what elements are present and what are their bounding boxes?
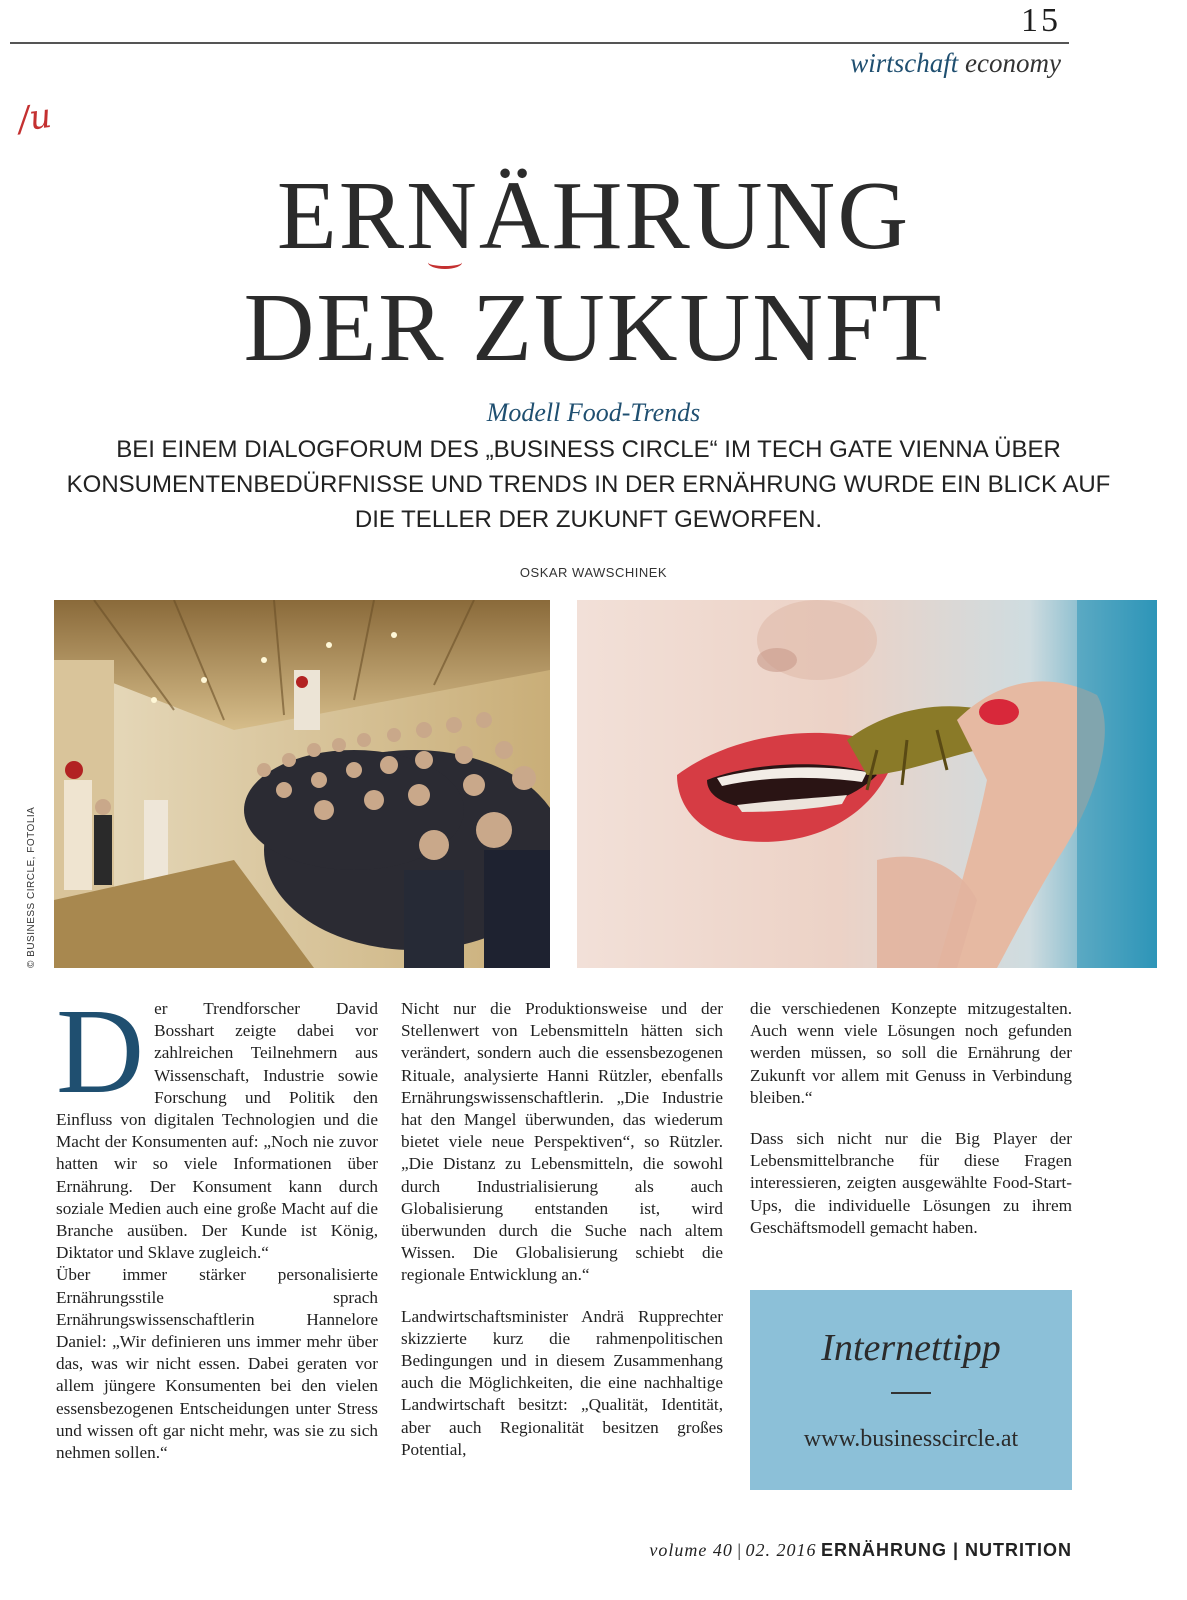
col2-paragraph-2: Landwirtschaftsminister Andrä Rupprechter skizzierte kurz die rahmenpolitischen Bedingungen und in diesem Zusammenhang auch die Möglichkeiten, die eine nachhaltige Landwirtschaft besitzt: „Qualität, Identität, aber auch Regionalität besitzen großes Potential, <box>401 1306 723 1459</box>
dropcap: D <box>56 984 145 1119</box>
conference-photo <box>54 600 550 968</box>
red-underline-mark <box>428 256 462 269</box>
col3-paragraph-1: die verschiedenen Konzepte mitzugestalten. Auch wenn viele Lösungen noch gefunden werden müssen, so soll die Ernährung der Zukunft vor allem mit Genuss in Verbindung bleiben.“ <box>750 999 1072 1107</box>
tip-divider <box>891 1392 931 1394</box>
section-label-de: wirtschaft <box>850 48 959 78</box>
footer-volume: volume 40 <box>649 1540 733 1560</box>
article-column-2 <box>401 998 723 1480</box>
footer-issue: 02. 2016 <box>745 1540 817 1560</box>
page-number: 15 <box>1021 2 1061 39</box>
headline-line-2: DER ZUKUNFT <box>243 274 944 382</box>
col1-paragraph-2: Über immer stärker personalisierte Ernährungsstile sprach Ernährungswissenschaftlerin Hannelore Daniel: „Wir definieren uns immer mehr über das, was wir nicht essen. Dabei geraten vor allem jüngere Konsumenten bei den vielen essensbezogenen Entscheidungen unter Stress und wissen oft gar nicht mehr, was sie zu sich nehmen sollen.“ <box>56 1265 378 1463</box>
handwritten-mark: /u <box>15 95 54 141</box>
kicker: Modell Food-Trends <box>486 398 701 427</box>
conference-photo-image <box>54 600 550 968</box>
col2-paragraph-1: Nicht nur die Produktionsweise und der Stellenwert von Lebensmitteln hätten sich verändert, sondern auch die essensbezogenen Rituale, analysierte Hanni Rützler, ebenfalls Ernährungswissenschaftlerin. „Die Industrie hat den Mangel überwunden, das wiederum bietet viele neue Perspektiven“, so Rützler. „Die Distanz zu Lebensmitteln, die sowohl durch Industrialisierung als auch Globalisierung entstanden ist, wird überwunden durch die Suche nach altem Wissen. Die Globalisierung schiebt die regionale Entwicklung an.“ <box>401 999 723 1285</box>
footer-magazine: ERNÄHRUNG | NUTRITION <box>820 1540 1072 1560</box>
footer <box>649 1540 1072 1561</box>
headline <box>60 160 1127 384</box>
cricket-photo <box>577 600 1157 968</box>
col1-paragraph-1: er Trendforscher David Bosshart zeigte dabei vor zahlreichen Teilnehmern aus Wissenschaft, Industrie sowie Forschung und Politik den Einfluss von digitalen Technologien und die Macht der Konsumenten auf: „Noch nie zuvor hatten wir so viele Informationen über Ernährung. Der Konsument kann durch soziale Medien auch eine große Macht auf die Branche ausüben. Der Kunde ist König, Diktator und Sklave zugleich.“ <box>56 999 378 1263</box>
article-column-1 <box>56 984 378 1464</box>
byline: OSKAR WAWSCHINEK <box>519 565 668 580</box>
headline-line-1: ERNÄHRUNG <box>276 162 911 270</box>
section-label-en: economy <box>965 48 1061 78</box>
lead-paragraph: BEI EINEM DIALOGFORUM DES „BUSINESS CIRCLE“ IM TECH GATE VIENNA ÜBER KONSUMENTENBEDÜRFNISSE UND TRENDS IN DER ERNÄHRUNG WURDE EIN BLICK AUF DIE TELLER DER ZUKUNFT GEWORFEN. <box>66 436 1111 533</box>
internet-tip-box <box>750 1290 1072 1490</box>
cricket-photo-image <box>577 600 1157 968</box>
top-rule <box>10 42 1069 44</box>
photo-credit: © BUSINESS CIRCLE, FOTOLIA <box>26 806 37 968</box>
col3-paragraph-2: Dass sich nicht nur die Big Player der Lebensmittelbranche für diese Fragen interessieren, zeigten ausgewählte Food-Start-Ups, die individuelle Lösungen zu ihrem Geschäftsmodell gemacht haben. <box>750 1129 1072 1237</box>
article-column-3 <box>750 998 1072 1258</box>
tip-title: Internettipp <box>821 1327 1001 1369</box>
tip-url[interactable]: www.businesscircle.at <box>803 1426 1019 1452</box>
footer-separator: | <box>737 1540 746 1560</box>
section-label <box>850 48 1061 79</box>
